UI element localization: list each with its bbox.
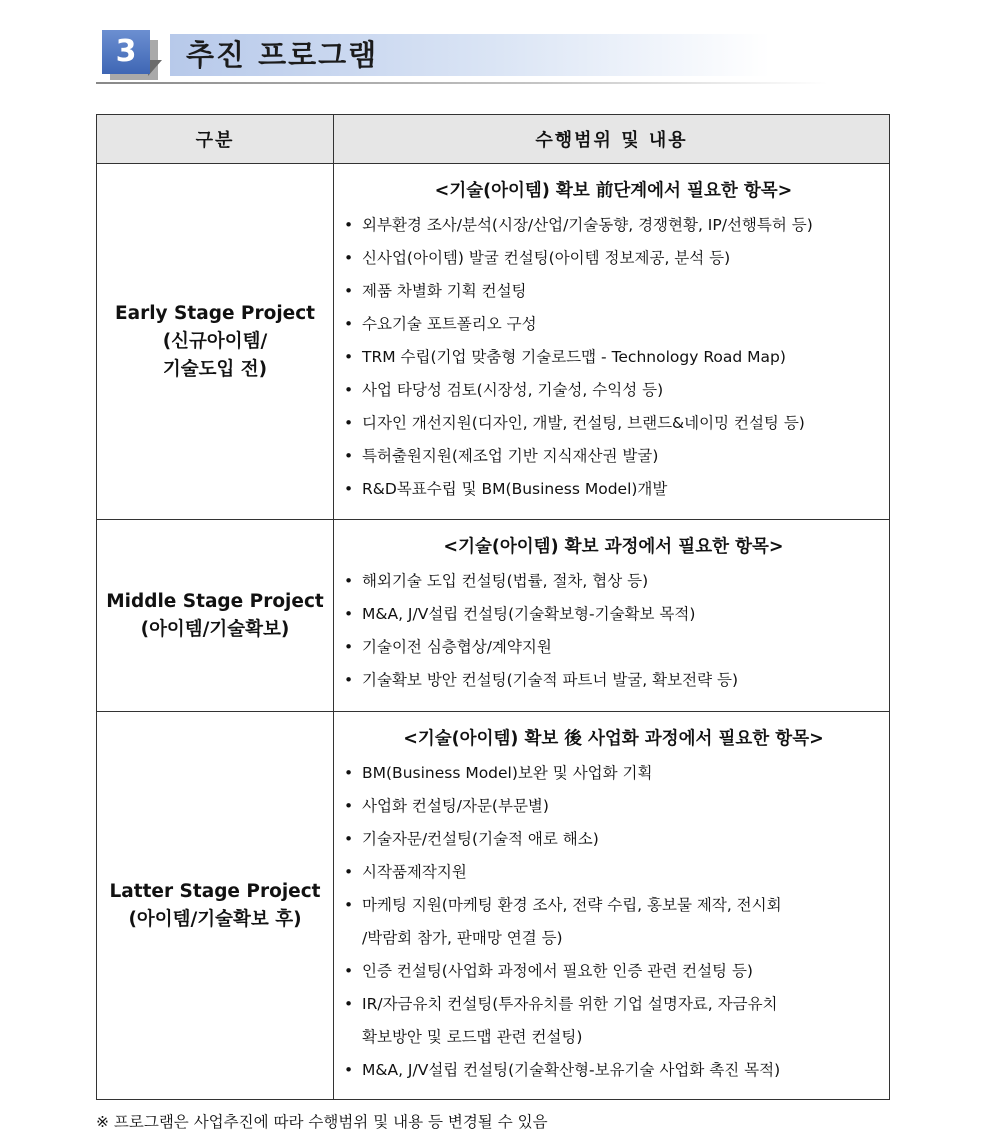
list-item <box>344 1054 883 1087</box>
content-cell <box>334 164 890 520</box>
bullet-icon: • <box>344 1061 354 1079</box>
list-item-text: 시작품제작지원 <box>362 863 467 881</box>
list-item <box>344 341 883 374</box>
list-item <box>344 988 883 1054</box>
bullet-icon: • <box>344 962 354 980</box>
list-item <box>344 473 883 506</box>
bullet-icon: • <box>344 896 354 914</box>
category-label-line: Early Stage Project <box>114 302 316 324</box>
list-item-text: 마케팅 지원(마케팅 환경 조사, 전략 수립, 홍보물 제작, 전시회 <box>362 896 782 914</box>
list-item-text: BM(Business Model)보완 및 사업화 기획 <box>362 764 653 782</box>
list-item-text: 기술이전 심층협상/계약지원 <box>362 638 552 656</box>
item-list <box>344 757 883 1087</box>
section-number-badge: 3 <box>102 30 150 74</box>
list-item <box>344 598 883 631</box>
content-cell <box>334 712 890 1100</box>
header-content: 수행범위 및 내용 <box>334 115 890 164</box>
bullet-icon: • <box>344 863 354 881</box>
list-item <box>344 242 883 275</box>
category-label-line: Middle Stage Project <box>106 590 324 612</box>
bullet-icon: • <box>344 249 354 267</box>
list-item-text: 기술확보 방안 컨설팅(기술적 파트너 발굴, 확보전략 등) <box>362 671 738 689</box>
badge-notch <box>148 60 162 76</box>
bullet-icon: • <box>344 638 354 656</box>
category-cell <box>97 520 334 712</box>
list-item-text: /박람회 참가, 판매망 연결 등) <box>362 929 563 947</box>
item-list <box>344 565 883 697</box>
list-item-text: 제품 차별화 기획 컨설팅 <box>362 282 527 300</box>
bullet-icon: • <box>344 830 354 848</box>
list-item-text: 특허출원지원(제조업 기반 지식재산권 발굴) <box>362 447 659 465</box>
table-row <box>97 712 890 1100</box>
list-item <box>344 955 883 988</box>
category-label-line: 기술도입 전) <box>162 358 268 380</box>
list-item <box>344 209 883 242</box>
list-item-text: 사업 타당성 검토(시장성, 기술성, 수익성 등) <box>362 381 664 399</box>
table-body <box>97 164 890 1100</box>
section-header <box>96 26 836 88</box>
content-section-title: <기술(아이템) 확보 後 사업화 과정에서 필요한 항목> <box>403 729 824 749</box>
bullet-icon: • <box>344 572 354 590</box>
bullet-icon: • <box>344 348 354 366</box>
list-item <box>344 664 883 697</box>
bullet-icon: • <box>344 414 354 432</box>
category-label-line: Latter Stage Project <box>109 880 321 902</box>
list-item-text: 기술자문/컨설팅(기술적 애로 해소) <box>362 830 599 848</box>
list-item-text: 디자인 개선지원(디자인, 개발, 컨설팅, 브랜드&네이밍 컨설팅 등) <box>362 414 805 432</box>
list-item-text: 해외기술 도입 컨설팅(법률, 절차, 협상 등) <box>362 572 649 590</box>
category-cell <box>97 712 334 1100</box>
list-item <box>344 856 883 889</box>
list-item <box>344 889 883 955</box>
bullet-icon: • <box>344 671 354 689</box>
bullet-icon: • <box>344 315 354 333</box>
footnote: ※ 프로그램은 사업추진에 따라 수행범위 및 내용 등 변경될 수 있음 <box>96 1113 548 1131</box>
category-label-line: (아이템/기술확보) <box>140 618 290 640</box>
list-item-text: 인증 컨설팅(사업화 과정에서 필요한 인증 관련 컨설팅 등) <box>362 962 753 980</box>
list-item-text: 확보방안 및 로드맵 관련 컨설팅) <box>362 1028 583 1046</box>
list-item-text: 외부환경 조사/분석(시장/산업/기술동향, 경쟁현황, IP/선행특허 등) <box>362 216 813 234</box>
list-item <box>344 757 883 790</box>
list-item <box>344 790 883 823</box>
bullet-icon: • <box>344 764 354 782</box>
list-item-text: M&A, J/V설립 컨설팅(기술확보형-기술확보 목적) <box>362 605 696 623</box>
category-label-line: (신규아이템/ <box>162 330 268 352</box>
list-item <box>344 565 883 598</box>
list-item-text: M&A, J/V설립 컨설팅(기술확산형-보유기술 사업화 촉진 목적) <box>362 1061 781 1079</box>
program-table <box>96 114 890 1100</box>
list-item-text: R&D목표수립 및 BM(Business Model)개발 <box>362 480 668 498</box>
list-item-text: IR/자금유치 컨설팅(투자유치를 위한 기업 설명자료, 자금유치 <box>362 995 778 1013</box>
list-item-text: TRM 수립(기업 맞춤형 기술로드맵 - Technology Road Map) <box>362 348 786 366</box>
list-item <box>344 275 883 308</box>
bullet-icon: • <box>344 381 354 399</box>
bullet-icon: • <box>344 797 354 815</box>
list-item-text: 사업화 컨설팅/자문(부문별) <box>362 797 549 815</box>
list-item <box>344 823 883 856</box>
bullet-icon: • <box>344 480 354 498</box>
section-title: 추진 프로그램 <box>186 38 379 72</box>
list-item-text: 수요기술 포트폴리오 구성 <box>362 315 537 333</box>
content-section-title: <기술(아이템) 확보 과정에서 필요한 항목> <box>443 537 784 557</box>
bullet-icon: • <box>344 216 354 234</box>
bullet-icon: • <box>344 447 354 465</box>
table-header-row <box>97 115 890 164</box>
bullet-icon: • <box>344 282 354 300</box>
category-label-line: (아이템/기술확보 후) <box>128 908 302 930</box>
table-row <box>97 520 890 712</box>
header-category: 구분 <box>97 115 334 164</box>
content-cell <box>334 520 890 712</box>
list-item <box>344 407 883 440</box>
header-divider <box>96 82 828 84</box>
content-section-title: <기술(아이템) 확보 前단계에서 필요한 항목> <box>434 181 793 201</box>
category-cell <box>97 164 334 520</box>
list-item-text: 신사업(아이템) 발굴 컨설팅(아이템 정보제공, 분석 등) <box>362 249 731 267</box>
table-row <box>97 164 890 520</box>
list-item <box>344 308 883 341</box>
list-item <box>344 440 883 473</box>
bullet-icon: • <box>344 605 354 623</box>
list-item <box>344 631 883 664</box>
list-item <box>344 374 883 407</box>
bullet-icon: • <box>344 995 354 1013</box>
item-list <box>344 209 883 506</box>
